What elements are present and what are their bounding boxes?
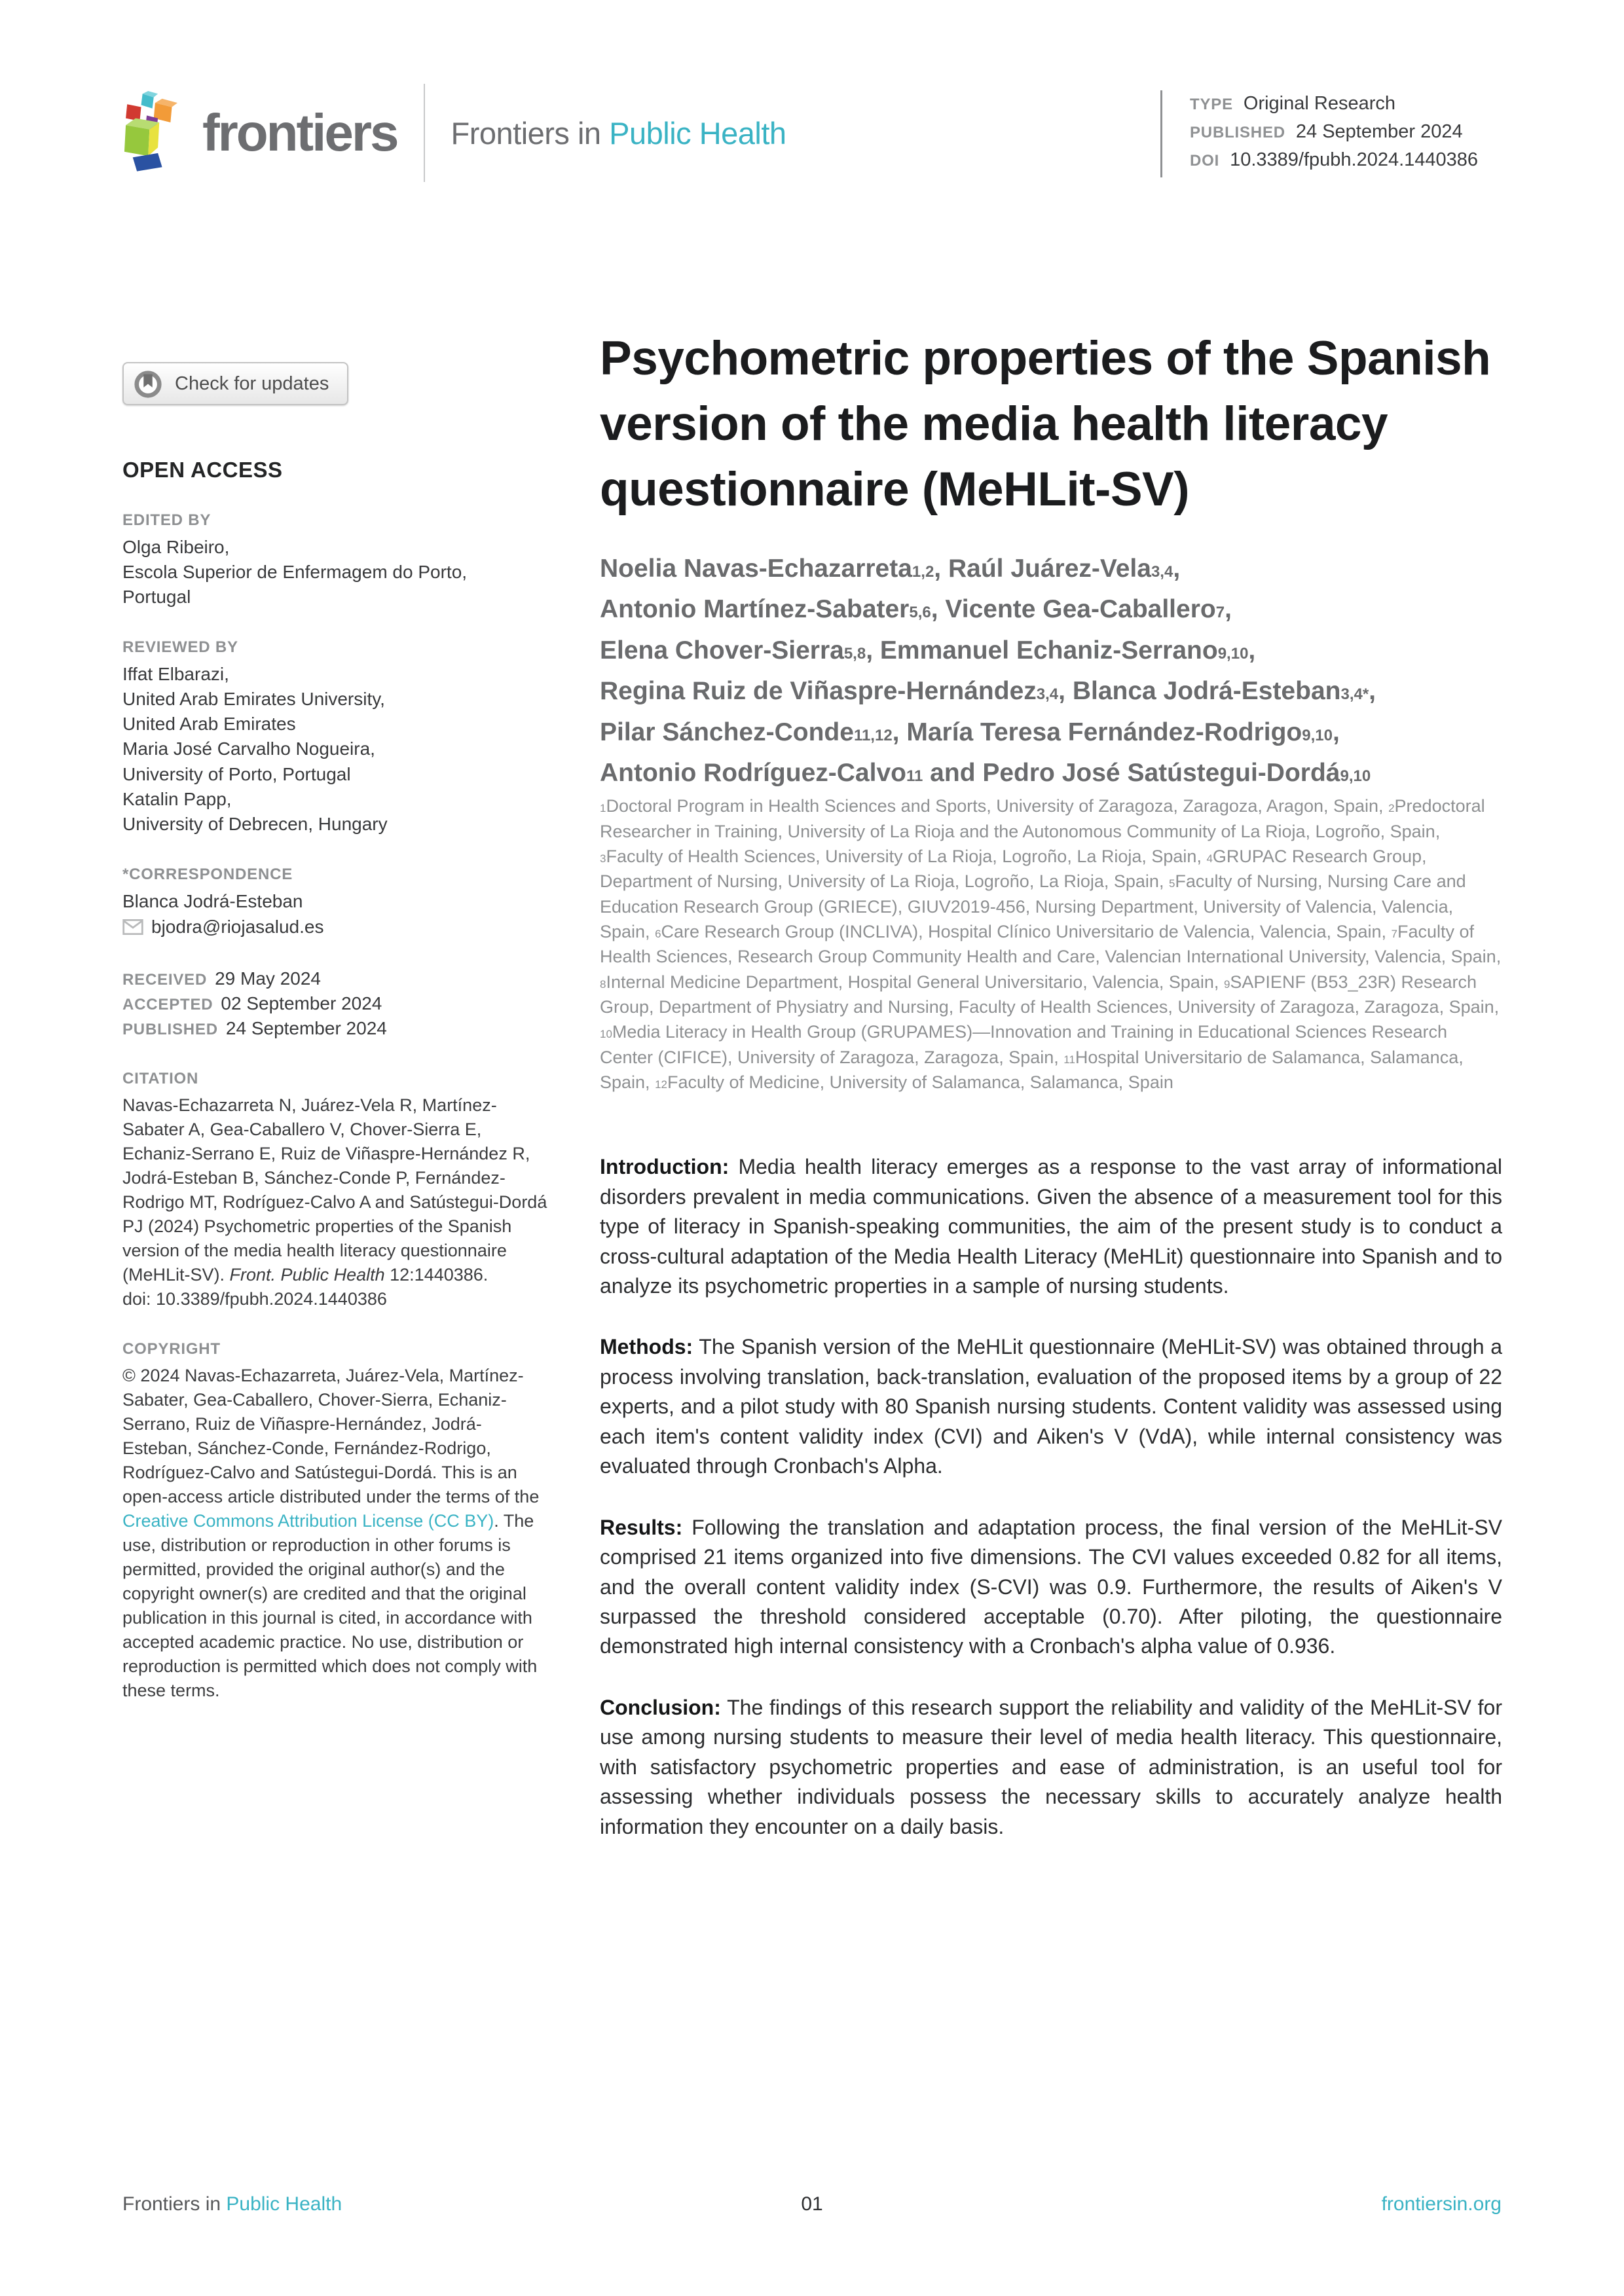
author-sup: 1,2 <box>912 563 934 581</box>
page-number: 01 <box>801 2193 823 2215</box>
affiliation-sup: 12 <box>655 1078 667 1091</box>
author-name: , <box>1225 595 1232 624</box>
abstract-section-text: Following the translation and adaptation process, the final version of the MeHLit-SV comprised 21 items organized into five dimensions. The CVI values exceeded 0.82 for all items, and the overall content validity index (S-CVI) was 0.9. Furthermore, the results of Aiken's V surpassed the threshold considered acceptable (0.70). After piloting, the questionnaire demonstrated high internal consistency with a Cronbach's alpha value of 0.936. <box>600 1515 1502 1658</box>
author-sup: 9,10 <box>1217 644 1249 663</box>
author-name: Elena Chover-Sierra <box>600 636 844 665</box>
author-sup: 9,10 <box>1302 726 1333 744</box>
author-name: , <box>1173 555 1181 583</box>
author-name: , Raúl Juárez-Vela <box>934 555 1151 583</box>
text-segment: GRUPAC Research Group, Department of Nursing, University of La Rioja, Logroño, La Rioja, Spain, <box>600 847 1427 892</box>
author-sup: 3,4 <box>1151 563 1173 581</box>
meta-value: 24 September 2024 <box>1295 121 1463 142</box>
meta-label: DOI <box>1190 152 1220 170</box>
meta-value: Original Research <box>1243 93 1395 114</box>
abstract-section-text: The findings of this research support the reliability and validity of the MeHLit-SV for use among nursing students to measure their level of media health literacy. This questionnaire, with satisfactory psychometric properties and ease of administration, is an useful tool for assessing whether individuals possess the necessary skills to accurately analyze health information they encounter on a daily basis. <box>600 1695 1502 1838</box>
frontiers-logo-icon <box>121 91 192 175</box>
author-name: Regina Ruiz de Viñaspre-Hernández <box>600 677 1037 706</box>
envelope-icon <box>122 919 143 935</box>
abstract-section-label: Methods: <box>600 1335 693 1359</box>
text-segment: Navas-Echazarreta N, Juárez-Vela R, Martínez-Sabater A, Gea-Caballero V, Chover-Sierra E, Echaniz-Serrano E, Ruiz de Viñaspre-Hernández R, Jodrá-Esteban B, Sánchez-Conde P, Fernández-Rodrigo MT, Rodríguez-Calvo A and Satústegui-Dordá PJ (2024) Psychometric properties of the Spanish version of the media health literacy questionnaire (MeHLit-SV). <box>122 1095 547 1285</box>
footer-journal-name: Public Health <box>226 2193 342 2215</box>
footer-journal <box>122 2193 342 2215</box>
affiliation-sup: 11 <box>1063 1053 1075 1066</box>
text-segment: Faculty of Health Sciences, University of La Rioja, Logroño, La Rioja, Spain, <box>606 847 1207 866</box>
frontiers-wordmark: frontiers <box>202 103 397 162</box>
abstract-paragraph <box>600 1152 1502 1301</box>
history-date-row <box>122 991 551 1016</box>
abstract-section-label: Conclusion: <box>600 1695 721 1719</box>
cc-by-link[interactable]: Creative Commons Attribution License (CC BY) <box>122 1510 494 1531</box>
text-segment: Faculty of Medicine, University of Salamanca, Salamanca, Spain <box>667 1072 1173 1092</box>
reviewed-by-line: Maria José Carvalho Nogueira, <box>122 738 375 759</box>
author-line <box>600 712 1502 753</box>
reviewed-by-line: University of Porto, Portugal <box>122 763 351 784</box>
reviewed-by-line: United Arab Emirates University, <box>122 689 385 710</box>
text-segment: doi: 10.3389/fpubh.2024.1440386 <box>122 1288 387 1309</box>
history-date-row <box>122 1016 551 1041</box>
author-sup: 5,6 <box>909 604 931 622</box>
history-date-label: PUBLISHED <box>122 1021 218 1039</box>
author-name: and Pedro José Satústegui-Dordá <box>923 758 1340 787</box>
author-sup: 11,12 <box>853 726 893 744</box>
text-segment: Hospital Universitario de Salamanca, Salamanca, Spain, <box>600 1047 1464 1092</box>
author-sup: 7 <box>1215 604 1225 622</box>
abstract-paragraph <box>600 1693 1502 1842</box>
abstract-section-text: Media health literacy emerges as a response to the vast array of informational disorders prevalent in media communications. Given the absence of a measurement tool for this type of literacy in Spanish-speaking communities, the aim of the present study is to conduct a cross-cultural adaptation of the Media Health Literacy (MeHLit) questionnaire into Spanish and to analyze its psychometric properties in a sample of nursing students. <box>600 1155 1502 1298</box>
text-segment: Media Literacy in Health Group (GRUPAMES)—Innovation and Training in Educational Sciences Research Center (CIFICE), University of Zaragoza, Zaragoza, Spain, <box>600 1022 1448 1067</box>
reviewed-by-lines <box>122 662 551 837</box>
affiliation-sup: 6 <box>655 927 661 940</box>
affiliation-sup: 5 <box>1168 877 1175 890</box>
reviewed-by-line: Katalin Papp, <box>122 788 232 809</box>
author-line <box>600 630 1502 671</box>
author-name: , <box>1332 718 1340 746</box>
history-dates <box>122 966 551 1041</box>
check-for-updates-label: Check for updates <box>175 373 329 394</box>
affiliation-sup: 3 <box>600 852 606 865</box>
journal-header <box>121 84 786 182</box>
text-segment: Faculty of Health Sciences, Research Group Community Health and Care, Valencian International University, Valencia, Spain, <box>600 921 1502 967</box>
history-date-value: 24 September 2024 <box>225 1018 387 1039</box>
abstract-paragraph <box>600 1513 1502 1662</box>
reviewed-by-line: University of Debrecen, Hungary <box>122 813 388 834</box>
text-segment: SAPIENF (B53_23R) Research Group, Department of Physiatry and Nursing, Faculty of Health Sciences, University of Zaragoza, Zaragoza, Spain, <box>600 972 1500 1017</box>
main-column <box>600 326 1502 1873</box>
affiliation-sup: 9 <box>1223 977 1230 991</box>
author-sup: 3,4* <box>1340 685 1369 704</box>
author-sup: 3,4 <box>1036 685 1059 704</box>
footer-journal-prefix: Frontiers in <box>122 2193 221 2215</box>
history-date-row <box>122 966 551 991</box>
text-segment: Front. Public Health <box>229 1264 385 1285</box>
correspondence-email-link[interactable]: bjodra@riojasalud.es <box>151 916 324 937</box>
text-segment: Doctoral Program in Health Sciences and Sports, University of Zaragoza, Zaragoza, Aragon, Spain, <box>606 796 1389 816</box>
journal-name <box>451 115 786 151</box>
author-name: , María Teresa Fernández-Rodrigo <box>892 718 1302 746</box>
article-title: Psychometric properties of the Spanish version of the media health literacy questionnaire (MeHLit-SV) <box>600 332 1491 516</box>
copyright-text <box>122 1364 551 1703</box>
sidebar <box>122 362 551 1703</box>
text-segment: Internal Medicine Department, Hospital General Universitario, Valencia, Spain, <box>606 972 1224 992</box>
correspondence-email-row <box>122 917 551 938</box>
open-access-heading: OPEN ACCESS <box>122 458 283 482</box>
abstract-section-label: Introduction: <box>600 1155 729 1179</box>
journal-title: Public Health <box>609 115 786 151</box>
history-date-label: ACCEPTED <box>122 995 213 1013</box>
edited-by-line: Portugal <box>122 587 191 608</box>
affiliation-sup: 8 <box>600 977 606 991</box>
text-segment: 12:1440386. <box>384 1264 489 1285</box>
frontiersin-org-link[interactable]: frontiersin.org <box>1381 2193 1502 2215</box>
correspondence-label: *CORRESPONDENCE <box>122 865 293 883</box>
journal-prefix: Frontiers in <box>451 115 601 151</box>
reviewed-by-line: Iffat Elbarazi, <box>122 664 229 685</box>
author-name: , <box>1248 636 1256 665</box>
affiliation-sup: 4 <box>1206 852 1213 865</box>
crossmark-icon <box>133 369 163 399</box>
author-name: , Blanca Jodrá-Esteban <box>1058 677 1341 706</box>
author-name: Antonio Rodríguez-Calvo <box>600 758 906 787</box>
author-name: Pilar Sánchez-Conde <box>600 718 854 746</box>
reviewed-by-label: REVIEWED BY <box>122 638 238 657</box>
check-for-updates-button[interactable] <box>122 362 348 405</box>
abstract-section-text: The Spanish version of the MeHLit questionnaire (MeHLit-SV) was obtained through a process involving translation, back-translation, evaluation of the proposed items by a group of 22 experts, and a pilot study with 80 Spanish nursing students. Content validity was assessed using each item's content validity index (CVI) and Aiken's V (VdA), while internal consistency was evaluated through Cronbach's Alpha. <box>600 1335 1502 1478</box>
author-line <box>600 549 1502 589</box>
affiliation-sup: 2 <box>1388 802 1395 815</box>
edited-by-label: EDITED BY <box>122 511 212 529</box>
affiliation-sup: 7 <box>1391 927 1397 940</box>
affiliation-sup: 1 <box>600 802 606 815</box>
text-segment: Faculty of Nursing, Nursing Care and Education Research Group (GRIECE), GIUV2019-456, Nursing Department, University of Valencia, Valencia, Spain, <box>600 871 1466 941</box>
abstract-paragraph <box>600 1332 1502 1481</box>
author-sup: 5,8 <box>843 644 866 663</box>
edited-by-lines <box>122 535 551 610</box>
history-date-value: 29 May 2024 <box>215 968 321 989</box>
correspondence-name: Blanca Jodrá-Esteban <box>122 890 303 911</box>
affiliations <box>600 793 1502 1095</box>
history-date-label: RECEIVED <box>122 970 208 989</box>
text-segment: . The use, distribution or reproduction in other forums is permitted, provided the original author(s) and the copyright owner(s) are credited and that the original publication in this journal is cited, in accordance with accepted academic practice. No use, distribution or reproduction is permitted which does not comply with these terms. <box>122 1510 538 1700</box>
author-name: , Emmanuel Echaniz-Serrano <box>866 636 1218 665</box>
meta-label: TYPE <box>1190 96 1233 113</box>
meta-value: 10.3389/fpubh.2024.1440386 <box>1230 149 1479 170</box>
edited-by-line: Escola Superior de Enfermagem do Porto, <box>122 562 468 583</box>
author-line <box>600 589 1502 630</box>
text-segment: Care Research Group (INCLIVA), Hospital Clínico Universitario de Valencia, Valencia, Spain, <box>661 921 1392 941</box>
text-segment: Predoctoral Researcher in Training, University of La Rioja and the Autonomous Community of La Rioja, Logroño, Spain, <box>600 796 1485 841</box>
abstract-section-label: Results: <box>600 1515 683 1539</box>
author-line <box>600 753 1502 793</box>
abstract <box>600 1152 1502 1842</box>
author-name: , Vicente Gea-Caballero <box>931 595 1216 624</box>
edited-by-line: Olga Ribeiro, <box>122 537 230 557</box>
author-name: , <box>1369 677 1376 706</box>
affiliation-sup: 10 <box>600 1028 612 1041</box>
history-date-value: 02 September 2024 <box>221 993 382 1013</box>
author-line <box>600 671 1502 712</box>
author-name: Antonio Martínez-Sabater <box>600 595 910 624</box>
header-divider <box>424 84 425 182</box>
meta-row <box>1190 93 1504 115</box>
author-name: Noelia Navas-Echazarreta <box>600 555 912 583</box>
article-meta <box>1160 90 1504 177</box>
reviewed-by-line: United Arab Emirates <box>122 714 296 735</box>
meta-label: PUBLISHED <box>1190 124 1285 141</box>
copyright-label: COPYRIGHT <box>122 1339 221 1358</box>
meta-row <box>1190 121 1504 143</box>
author-sup: 9,10 <box>1340 767 1371 785</box>
citation-label: CITATION <box>122 1070 199 1088</box>
citation-text <box>122 1093 551 1311</box>
text-segment: © 2024 Navas-Echazarreta, Juárez-Vela, Martínez-Sabater, Gea-Caballero, Chover-Sierra, Echaniz-Serrano, Ruiz de Viñaspre-Hernández, Jodrá-Esteban, Sánchez-Conde, Fernández-Rodrigo, Rodríguez-Calvo and Satústegui-Dordá. This is an open-access article distributed under the terms of the <box>122 1365 540 1506</box>
author-list <box>600 549 1502 793</box>
meta-row <box>1190 149 1504 171</box>
author-sup: 11 <box>906 767 923 785</box>
